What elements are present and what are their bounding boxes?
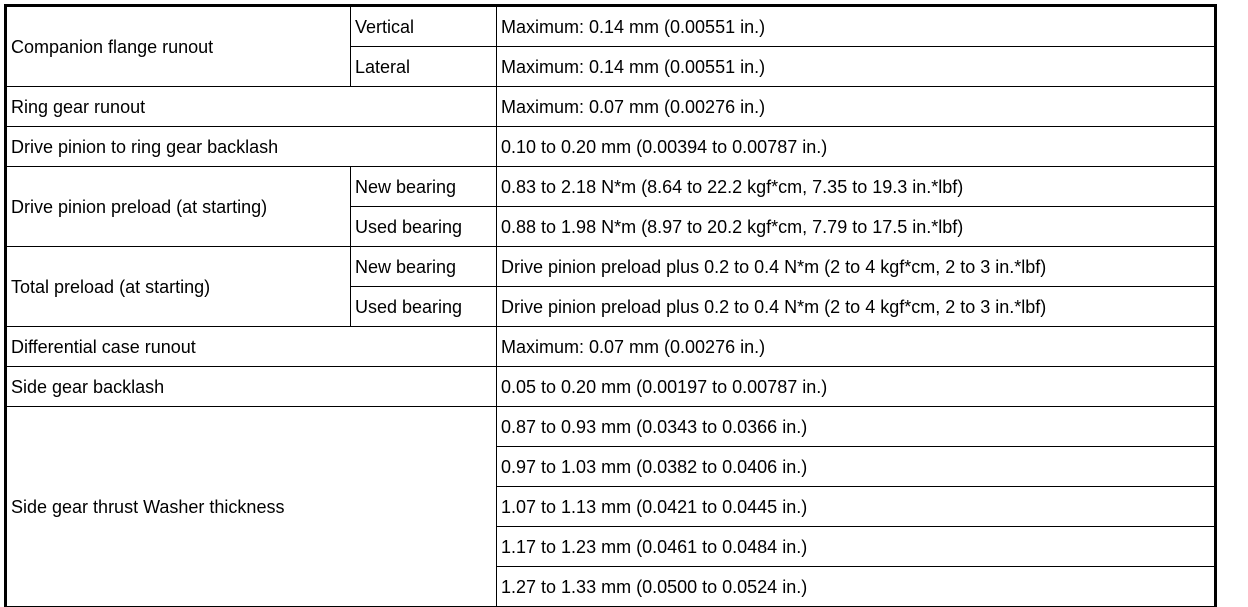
spec-label: Drive pinion preload (at starting): [7, 167, 351, 247]
spec-label: Ring gear runout: [7, 87, 497, 127]
spec-value: 0.83 to 2.18 N*m (8.64 to 22.2 kgf*cm, 7.35 to 19.3 in.*lbf): [497, 167, 1215, 207]
spec-value: Drive pinion preload plus 0.2 to 0.4 N*m (2 to 4 kgf*cm, 2 to 3 in.*lbf): [497, 287, 1215, 327]
spec-value: 0.10 to 0.20 mm (0.00394 to 0.00787 in.): [497, 127, 1215, 167]
table-row: [7, 87, 1215, 127]
table-row: [7, 167, 1215, 207]
spec-value: Maximum: 0.14 mm (0.00551 in.): [497, 7, 1215, 47]
table-row: [7, 327, 1215, 367]
spec-label: Side gear backlash: [7, 367, 497, 407]
spec-value: Maximum: 0.07 mm (0.00276 in.): [497, 87, 1215, 127]
spec-value: 0.88 to 1.98 N*m (8.97 to 20.2 kgf*cm, 7.79 to 17.5 in.*lbf): [497, 207, 1215, 247]
spec-sublabel: Lateral: [351, 47, 497, 87]
spec-value: 0.97 to 1.03 mm (0.0382 to 0.0406 in.): [497, 447, 1215, 487]
spec-label: Total preload (at starting): [7, 247, 351, 327]
table-row: [7, 7, 1215, 47]
spec-value: 1.27 to 1.33 mm (0.0500 to 0.0524 in.): [497, 567, 1215, 607]
spec-value: 0.87 to 0.93 mm (0.0343 to 0.0366 in.): [497, 407, 1215, 447]
spec-value: 0.05 to 0.20 mm (0.00197 to 0.00787 in.): [497, 367, 1215, 407]
spec-label: Differential case runout: [7, 327, 497, 367]
spec-value: Drive pinion preload plus 0.2 to 0.4 N*m (2 to 4 kgf*cm, 2 to 3 in.*lbf): [497, 247, 1215, 287]
spec-value: Maximum: 0.07 mm (0.00276 in.): [497, 327, 1215, 367]
spec-sublabel: New bearing: [351, 167, 497, 207]
spec-value: 1.07 to 1.13 mm (0.0421 to 0.0445 in.): [497, 487, 1215, 527]
spec-value: 1.17 to 1.23 mm (0.0461 to 0.0484 in.): [497, 527, 1215, 567]
spec-label: Side gear thrust Washer thickness: [7, 407, 497, 607]
table-row: [7, 367, 1215, 407]
spec-sublabel: Vertical: [351, 7, 497, 47]
table-row: [7, 247, 1215, 287]
table-row: [7, 407, 1215, 447]
spec-label: Drive pinion to ring gear backlash: [7, 127, 497, 167]
spec-value: Maximum: 0.14 mm (0.00551 in.): [497, 47, 1215, 87]
spec-label: Companion flange runout: [7, 7, 351, 87]
specification-table: [6, 6, 1215, 607]
table-row: [7, 127, 1215, 167]
spec-sublabel: Used bearing: [351, 207, 497, 247]
spec-sublabel: New bearing: [351, 247, 497, 287]
spec-sublabel: Used bearing: [351, 287, 497, 327]
